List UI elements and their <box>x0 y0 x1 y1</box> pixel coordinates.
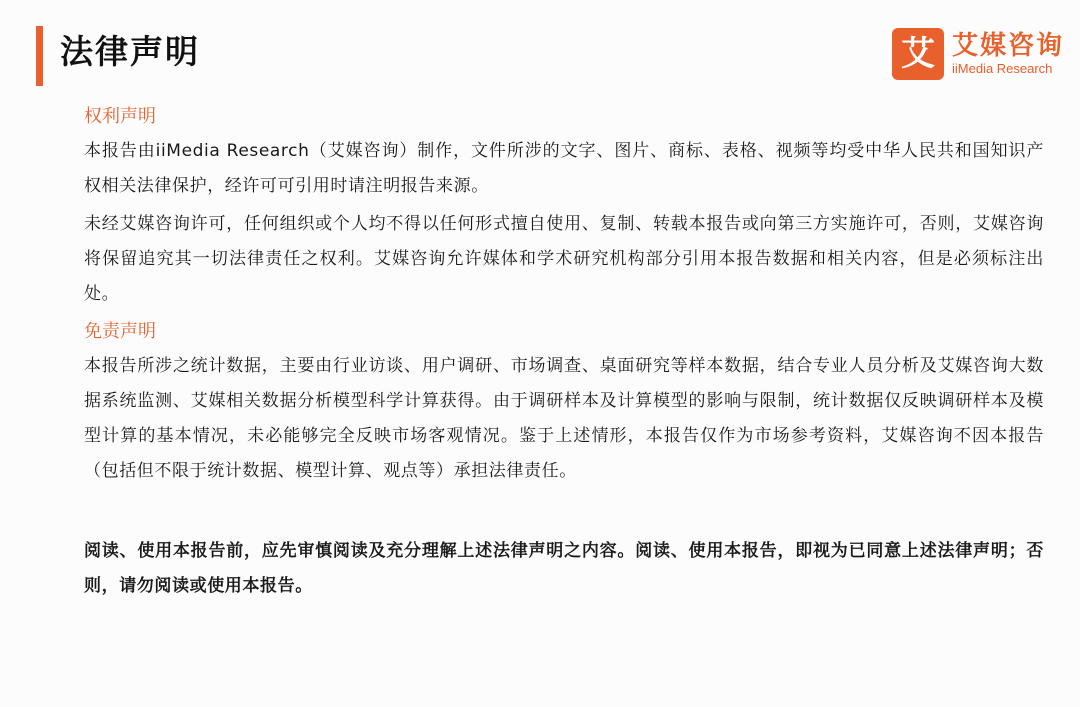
logo-english-name: iiMedia Research <box>951 61 1053 76</box>
title-accent-bar <box>36 26 43 86</box>
disclaimer-heading: 免责声明 <box>84 321 156 342</box>
rights-paragraph-1: 本报告由iiMedia Research（艾媒咨询）制作，文件所涉的文字、图片、商标、表格、视频等均受中华人民共和国知识产权相关法律保护，经许可可引用时请注明报告来源。 <box>84 141 1044 196</box>
rights-heading: 权利声明 <box>84 106 156 127</box>
reading-notice: 阅读、使用本报告前，应先审慎阅读及充分理解上述法律声明之内容。阅读、使用本报告，即视为已同意上述法律声明；否则，请勿阅读或使用本报告。 <box>84 541 1044 596</box>
logo-mark-icon: 艾 <box>892 28 944 80</box>
disclaimer-paragraph: 本报告所涉之统计数据，主要由行业访谈、用户调研、市场调查、桌面研究等样本数据，结合专业人员分析及艾媒咨询大数据系统监测、艾媒相关数据分析模型科学计算获得。由于调研样本及计算模型的影响与限制，统计数据仅反映调研样本及模型计算的基本情况，未必能够完全反映市场客观情况。鉴于上述情形，本报告仅作为市场参考资料，艾媒咨询不因本报告（包括但不限于统计数据、模型计算、观点等）承担法律责任。 <box>84 356 1044 481</box>
section-spacer <box>84 492 1044 534</box>
logo-chinese-name: 艾媒咨询 <box>951 31 1064 61</box>
statement-content <box>84 100 1044 607</box>
page-title: 法律声明 <box>60 32 200 71</box>
rights-paragraph-2: 未经艾媒咨询许可，任何组织或个人均不得以任何形式擅自使用、复制、转载本报告或向第三方实施许可，否则，艾媒咨询将保留追究其一切法律责任之权利。艾媒咨询允许媒体和学术研究机构部分引用本报告数据和相关内容，但是必须标注出处。 <box>84 214 1044 304</box>
brand-logo <box>892 28 1064 80</box>
logo-text <box>952 31 1064 77</box>
